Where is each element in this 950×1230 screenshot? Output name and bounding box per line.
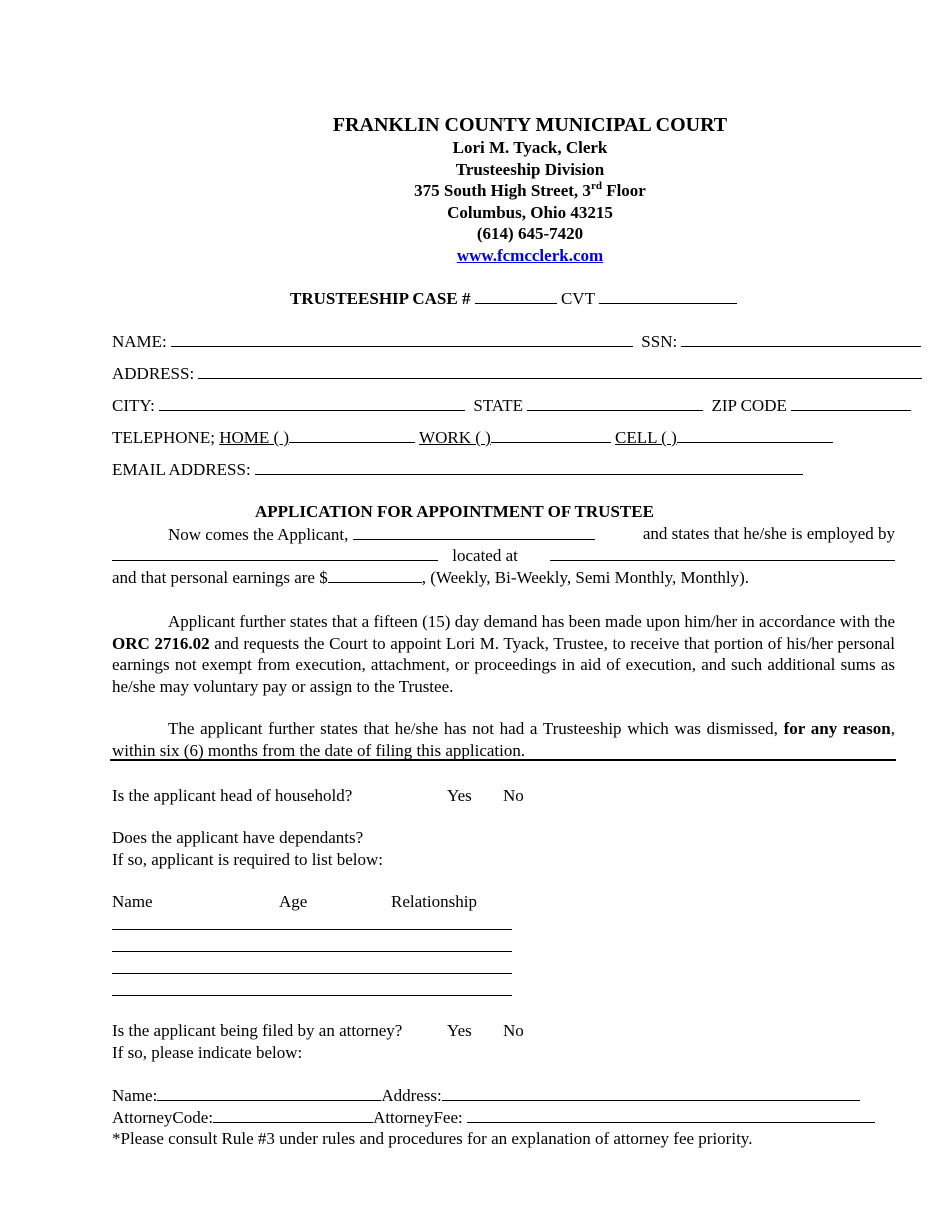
attorney-question: Is the applicant being filed by an attorney? — [112, 1021, 403, 1040]
household-yes-option[interactable]: Yes — [447, 786, 472, 805]
attorney-fee-field[interactable] — [467, 1108, 875, 1123]
earnings-frequency: , (Weekly, Bi-Weekly, Semi Monthly, Monthly). — [421, 568, 750, 587]
p1-line2 — [112, 546, 895, 564]
address-label: ADDRESS: — [112, 364, 195, 383]
ssn-label: SSN: — [641, 332, 678, 351]
paragraph-3: The applicant further states that he/she has not had a Trusteeship which was dismissed, for any reason, within six (6) months from the date of filing this application. — [112, 719, 895, 760]
clerk-name: Lori M. Tyack, Clerk — [452, 138, 608, 157]
applicant-name-field[interactable] — [353, 525, 595, 540]
household-no-option[interactable]: No — [503, 786, 524, 805]
dependant-line-2[interactable] — [112, 951, 512, 952]
division-name: Trusteeship Division — [455, 160, 605, 179]
attorney-code-row — [112, 1108, 875, 1126]
court-phone: (614) 645-7420 — [476, 224, 584, 243]
email-field[interactable] — [255, 460, 803, 475]
attorney-yes-option[interactable]: Yes — [447, 1021, 472, 1040]
col-header-relationship: Relationship — [391, 892, 477, 911]
attorney-code-field[interactable] — [213, 1108, 373, 1123]
p1-start-text: Now comes the Applicant, — [168, 525, 349, 544]
located-at-text: located at — [452, 546, 518, 565]
state-field[interactable] — [527, 396, 703, 411]
earnings-label: and that personal earnings are $ — [112, 568, 328, 587]
email-label: EMAIL ADDRESS: — [112, 460, 251, 479]
cvt-label: CVT — [560, 289, 595, 308]
p1-mid-text: and states that he/she is employed by — [642, 524, 895, 543]
employer-location-field[interactable] — [550, 546, 895, 561]
attorney-fee-label: AttorneyFee: — [373, 1108, 463, 1127]
dependants-instruction: If so, applicant is required to list below: — [112, 850, 383, 869]
email-row — [112, 460, 803, 478]
name-row — [112, 332, 921, 350]
dependant-line-4[interactable] — [112, 995, 512, 996]
dependant-line-3[interactable] — [112, 973, 512, 974]
work-phone-field[interactable] — [491, 428, 611, 443]
cvt-field[interactable] — [599, 289, 737, 304]
zip-field[interactable] — [791, 396, 911, 411]
home-phone-label: HOME ( ) — [219, 428, 290, 447]
attorney-fee-note: *Please consult Rule #3 under rules and procedures for an explanation of attorney fee priority. — [112, 1129, 753, 1148]
p1-line3 — [112, 568, 749, 586]
name-label: NAME: — [112, 332, 167, 351]
cell-phone-label: CELL ( ) — [615, 428, 677, 447]
paragraph-2: Applicant further states that a fifteen (15) day demand has been made upon him/her in accordance with the ORC 2716.02 and requests the Court to appoint Lori M. Tyack, Trustee, to receive that portion of his/her personal earnings not exempt from execution, attachment, or proceedings in aid of execution, and such additional sums as he/she may voluntary pay or assign to the Trustee. — [112, 612, 895, 696]
city-state-zip: Columbus, Ohio 43215 — [447, 203, 613, 222]
attorney-name-field[interactable] — [157, 1086, 381, 1101]
attorney-code-label: AttorneyCode: — [112, 1108, 214, 1127]
name-field[interactable] — [171, 332, 633, 347]
cell-phone-field[interactable] — [677, 428, 833, 443]
case-number-field[interactable] — [475, 289, 557, 304]
court-title: FRANKLIN COUNTY MUNICIPAL COURT — [332, 114, 728, 136]
home-phone-field[interactable] — [289, 428, 415, 443]
address-field[interactable] — [198, 364, 922, 379]
zip-label: ZIP CODE — [711, 396, 787, 415]
p1-line1 — [168, 525, 895, 543]
city-field[interactable] — [159, 396, 465, 411]
website-link[interactable]: www.fcmcclerk.com — [456, 246, 604, 265]
application-title: APPLICATION FOR APPOINTMENT OF TRUSTEE — [255, 502, 654, 521]
work-phone-label: WORK ( ) — [419, 428, 491, 447]
case-label: TRUSTEESHIP CASE # — [290, 289, 471, 308]
for-any-reason: for any reason — [783, 719, 891, 738]
court-website[interactable] — [0, 247, 950, 264]
city-row — [112, 396, 911, 414]
telephone-row — [112, 428, 833, 446]
employer-field[interactable] — [112, 546, 438, 561]
attorney-address-label: Address: — [381, 1086, 442, 1105]
dependants-question: Does the applicant have dependants? — [112, 828, 364, 847]
attorney-no-option[interactable]: No — [503, 1021, 524, 1040]
dependant-line-1[interactable] — [112, 929, 512, 930]
case-number-line — [290, 289, 737, 307]
address-row — [112, 364, 922, 382]
attorney-address-field[interactable] — [442, 1086, 860, 1101]
telephone-label: TELEPHONE; — [112, 428, 215, 447]
orc-reference: ORC 2716.02 — [112, 633, 210, 653]
section-divider — [110, 759, 896, 761]
earnings-field[interactable] — [328, 568, 422, 583]
attorney-instruction: If so, please indicate below: — [112, 1043, 303, 1062]
street-address: 375 South High Street, 3rd Floor — [414, 180, 646, 200]
state-label: STATE — [473, 396, 523, 415]
household-question: Is the applicant head of household? — [112, 786, 353, 805]
ssn-field[interactable] — [681, 332, 921, 347]
attorney-name-row — [112, 1086, 860, 1104]
attorney-name-label: Name: — [112, 1086, 158, 1105]
col-header-age: Age — [279, 892, 308, 911]
city-label: CITY: — [112, 396, 155, 415]
col-header-name: Name — [112, 892, 153, 911]
